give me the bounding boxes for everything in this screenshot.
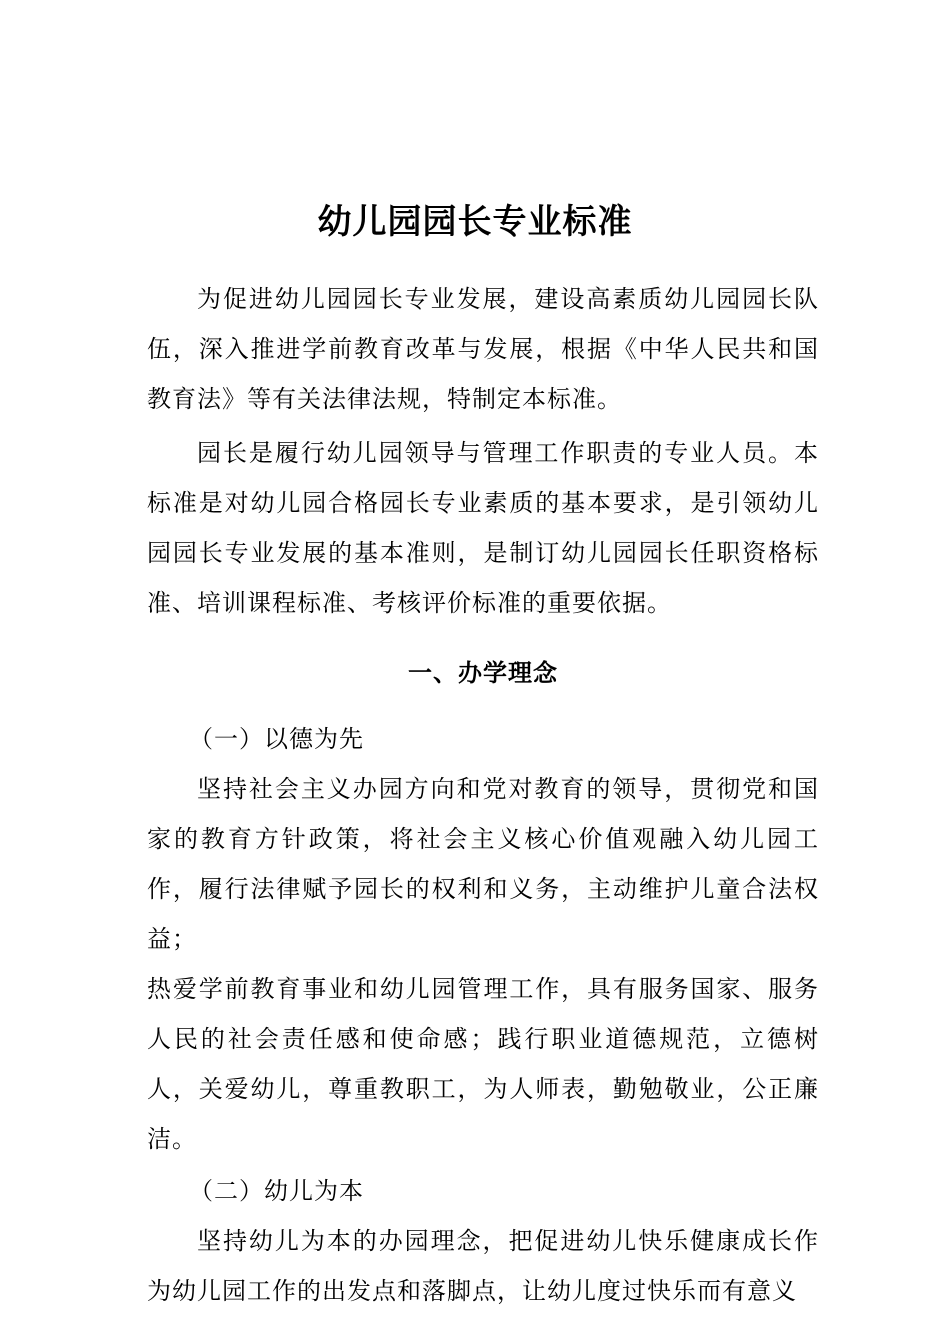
subsection-1-paragraph-continued: 热爱学前教育事业和幼儿园管理工作，具有服务国家、服务人民的社会责任感和使命感；践行职业道德规范，立德树人，关爱幼儿，尊重教职工，为人师表，勤勉敬业，公正廉洁。: [147, 975, 819, 1153]
intro-paragraph-2: 园长是履行幼儿园领导与管理工作职责的专业人员。本标准是对幼儿园合格园长专业素质的基本要求，是引领幼儿园园长专业发展的基本准则，是制订幼儿园园长任职资格标准、培训课程标准、考核评价标准的重要依据。: [147, 439, 819, 617]
section-heading: 一、办学理念: [408, 659, 558, 687]
intro-paragraph-1: 为促进幼儿园园长专业发展，建设高素质幼儿园园长队伍，深入推进学前教育改革与发展，根据《中华人民共和国教育法》等有关法律法规，特制定本标准。: [147, 285, 819, 413]
subsection-1-paragraph: 坚持社会主义办园方向和党对教育的领导，贯彻党和国家的教育方针政策，将社会主义核心价值观融入幼儿园工作，履行法律赋予园长的权利和义务，主动维护儿童合法权益；: [147, 775, 819, 953]
subsection-heading-2: （二）幼儿为本: [189, 1177, 364, 1205]
subsection-heading-1: （一）以德为先: [189, 725, 364, 753]
document-title: 幼儿园园长专业标准: [317, 202, 633, 242]
subsection-2-paragraph: 坚持幼儿为本的办园理念，把促进幼儿快乐健康成长作为幼儿园工作的出发点和落脚点，让幼儿度过快乐而有意义: [147, 1227, 819, 1305]
document-body: [147, 274, 819, 1316]
